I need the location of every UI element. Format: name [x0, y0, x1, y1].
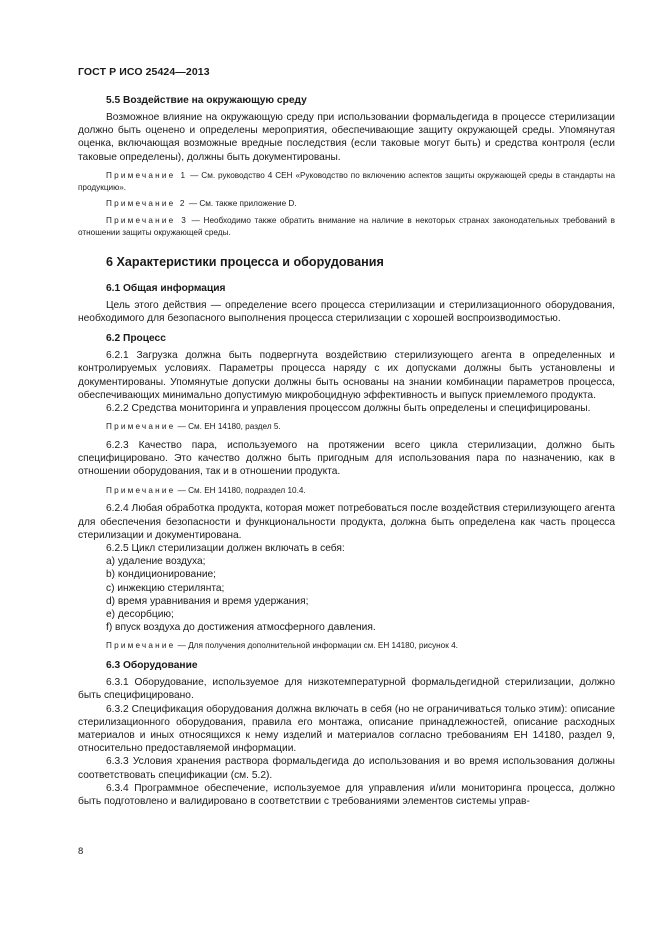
- sterilization-cycle-list: [78, 555, 615, 634]
- list-item: a) удаление воздуха;: [106, 556, 206, 568]
- page-number: 8: [78, 846, 84, 857]
- note-label: Примечание: [106, 422, 176, 432]
- clause-6-3-2: 6.3.2 Спецификация оборудования должна включать в себя (но не ограничиваться только этим): описание стерилизационного оборудования, правила его монтажа, описание принадлежностей, описание расходных материалов и иных относящихся к нему изделий и материалов согласно требованиям ЕН 14180, раздел 9, относительно предоставляемой информации.: [78, 703, 615, 755]
- clause-6-2-5: 6.2.5 Цикл стерилизации должен включать в себя:: [106, 543, 345, 555]
- section-5-5-text: Возможное влияние на окружающую среду при использовании формальдегида в процессе стерилизации должно быть оценено и определены мероприятия, обеспечивающие защиту окружающей среды. Упомянутая оценка, включающая возможные вредные последствия (если таковые могут быть) и средства контроля (если таковые определены), должны быть документированы.: [78, 112, 615, 163]
- clause-6-3-4: 6.3.4 Программное обеспечение, используемое для управления и/или мониторинга процесса, должно быть подготовлено и валидировано в соответствии с требованиями элементов системы управ-: [78, 782, 615, 808]
- note-5-5-2: [78, 198, 615, 210]
- note-label: Примечание 1: [106, 170, 188, 180]
- section-6-1-text: Цель этого действия — определение всего процесса стерилизации и стерилизационного оборудования, необходимого для безопасного выполнения процесса стерилизации с хорошей воспроизводимостью.: [78, 299, 615, 324]
- section-6-heading: 6 Характеристики процесса и оборудования: [106, 254, 384, 269]
- note-5-5-1: [78, 170, 615, 194]
- section-6-1-heading: 6.1 Общая информация: [106, 282, 226, 294]
- note-6-2-5: [78, 640, 615, 652]
- list-item: c) инжекцию стерилянта;: [106, 582, 225, 594]
- list-item: d) время уравнивания и время удержания;: [106, 595, 309, 607]
- clause-6-2-2: 6.2.2 Средства мониторинга и управления процессом должны быть определены и специфицированы.: [106, 403, 591, 415]
- note-6-2-2: [78, 421, 615, 433]
- list-item: b) кондиционирование;: [106, 569, 217, 581]
- clause-6-2-3: 6.2.3 Качество пара, используемого на протяжении всего цикла стерилизации, должно быть специфицировано. Это качество должно быть пригодным для использования пара по назначению, как в отношении оборудования, так и в отношении продукта.: [78, 440, 615, 478]
- note-label: Примечание: [106, 485, 176, 495]
- list-item: f) впуск воздуха до достижения атмосферного давления.: [106, 622, 376, 634]
- note-label: Примечание 3: [106, 216, 189, 226]
- section-6-2-heading: 6.2 Процесс: [106, 333, 166, 345]
- list-item: e) десорбцию;: [106, 609, 174, 621]
- clause-6-2-1: 6.2.1 Загрузка должна быть подвергнута воздействию стерилизующего агента в определенных и контролируемых условиях. Параметры процесса наряду с их допусками должны быть установлены и документированы. Упомянутые допуски должны быть основаны на знании комбинации параметров процесса, обеспечивающих минимально допустимую микробоцидную эффективность и выпуск приемлемого продукта.: [78, 350, 615, 401]
- clause-6-3-3: 6.3.3 Условия хранения раствора формальдегида до использования и во время использования должны соответствовать спецификации (см. 5.2).: [78, 756, 615, 781]
- document-header: ГОСТ Р ИСО 25424—2013: [78, 66, 210, 78]
- section-5-5-heading: 5.5 Воздействие на окружающую среду: [106, 95, 307, 106]
- note-text: — Необходимо также обратить внимание на наличие в некоторых странах законодательных требований в отношении защиты окружающей среды.: [78, 216, 615, 237]
- note-text: — См. ЕН 14180, раздел 5.: [175, 422, 281, 432]
- note-5-5-3: [78, 215, 615, 239]
- section-6-3-heading: 6.3 Оборудование: [106, 660, 198, 672]
- note-text: — См. руководство 4 СЕН «Руководство по включению аспектов защиты окружающей среды в стандарты на продукцию».: [78, 170, 615, 192]
- note-text: — См. ЕН 14180, подраздел 10.4.: [175, 485, 306, 495]
- clause-6-3-1: 6.3.1 Оборудование, используемое для низкотемпературной формальдегидной стерилизации, должно быть специфицировано.: [78, 677, 615, 702]
- note-text: — Для получения дополнительной информации см. ЕН 14180, рисунок 4.: [175, 641, 458, 651]
- note-6-2-3: [78, 485, 615, 497]
- note-label: Примечание: [106, 641, 176, 651]
- note-text: — См. также приложение D.: [186, 199, 297, 209]
- clause-6-2-4: 6.2.4 Любая обработка продукта, которая может потребоваться после воздействия стерилизующего агента для обеспечения безопасности и функциональности продукта, должна быть определена как часть процесса стерилизации и документирована.: [78, 503, 615, 541]
- document-body: [78, 94, 615, 808]
- note-label: Примечание 2: [106, 199, 187, 209]
